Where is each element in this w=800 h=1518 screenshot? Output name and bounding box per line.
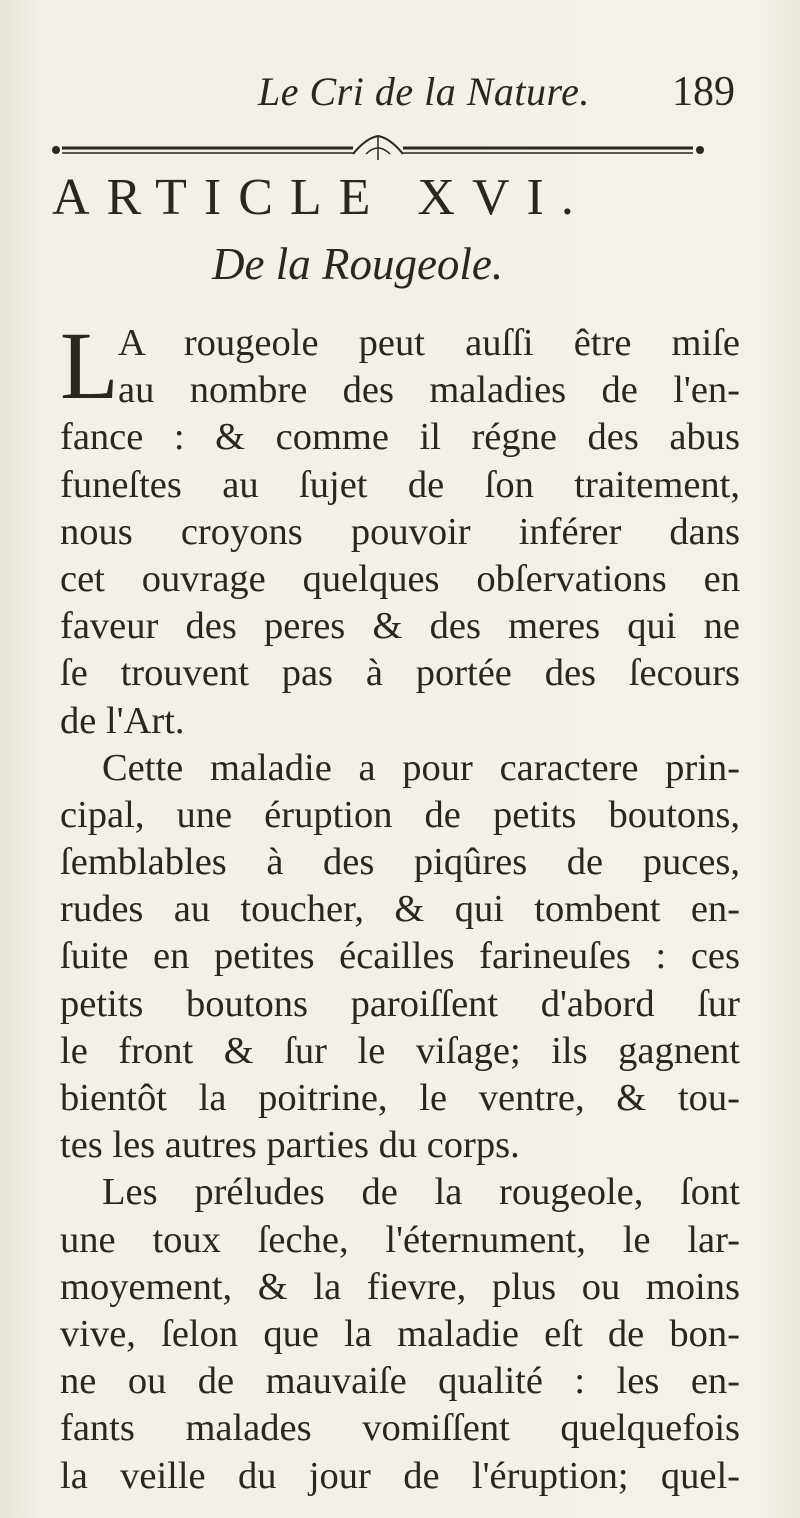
text-line: vive, ſelon que la maladie eſt de bon- (60, 1312, 740, 1355)
drop-cap: L (60, 312, 119, 419)
running-title: Le Cri de la Nature. (258, 69, 590, 114)
text-line: de l'Art. (60, 699, 185, 742)
text-line: au nombre des maladies de l'en- (118, 369, 740, 412)
text-line: ſemblables à des piqûres de puces, (60, 841, 740, 884)
text-line: moyement, & la fievre, plus ou moins (60, 1265, 740, 1308)
text-line: le front & ſur le viſage; ils gagnent (60, 1029, 740, 1072)
text-line: tes les autres parties du corps. (60, 1124, 520, 1167)
text-line: bientôt la poitrine, le ventre, & tou- (60, 1077, 740, 1119)
text-line: la veille du jour de l'éruption; quel- (60, 1454, 740, 1497)
text-line: Cette maladie a pour caractere prin- (102, 746, 740, 789)
text-line: petits boutons paroiſſent d'abord ſur (60, 982, 740, 1025)
text-line: cipal, une éruption de petits boutons, (60, 793, 740, 836)
text-line: rudes au toucher, & qui tombent en- (60, 888, 740, 931)
text-line: cet ouvrage quelques obſervations en (60, 557, 740, 600)
text-line: ſuite en petites écailles farineuſes : ces (60, 935, 740, 978)
article-subtitle: De la Rougeole. (212, 239, 504, 289)
ornamental-rule (48, 134, 708, 168)
article-heading: ARTICLE XVI. (52, 169, 591, 226)
text-line: Les préludes de la rougeole, ſont (102, 1171, 740, 1214)
text-line: funeſtes au ſujet de ſon traitement, (60, 463, 740, 506)
article-body (60, 312, 740, 1500)
text-line: ne ou de mauvaiſe qualité : les en- (60, 1360, 740, 1403)
text-line: faveur des peres & des meres qui ne (60, 605, 740, 648)
text-line: A rougeole peut auſſi être miſe (118, 322, 740, 364)
page-number: 189 (672, 69, 735, 115)
text-line: fants malades vomiſſent quelquefois (60, 1407, 740, 1450)
text-line: une toux ſeche, l'éternument, le lar- (60, 1218, 740, 1261)
text-line: fance : & comme il régne des abus (60, 416, 740, 459)
text-line: ſe trouvent pas à portée des ſecours (60, 652, 740, 695)
running-head (0, 68, 800, 128)
text-line: nous croyons pouvoir inférer dans (60, 510, 740, 553)
